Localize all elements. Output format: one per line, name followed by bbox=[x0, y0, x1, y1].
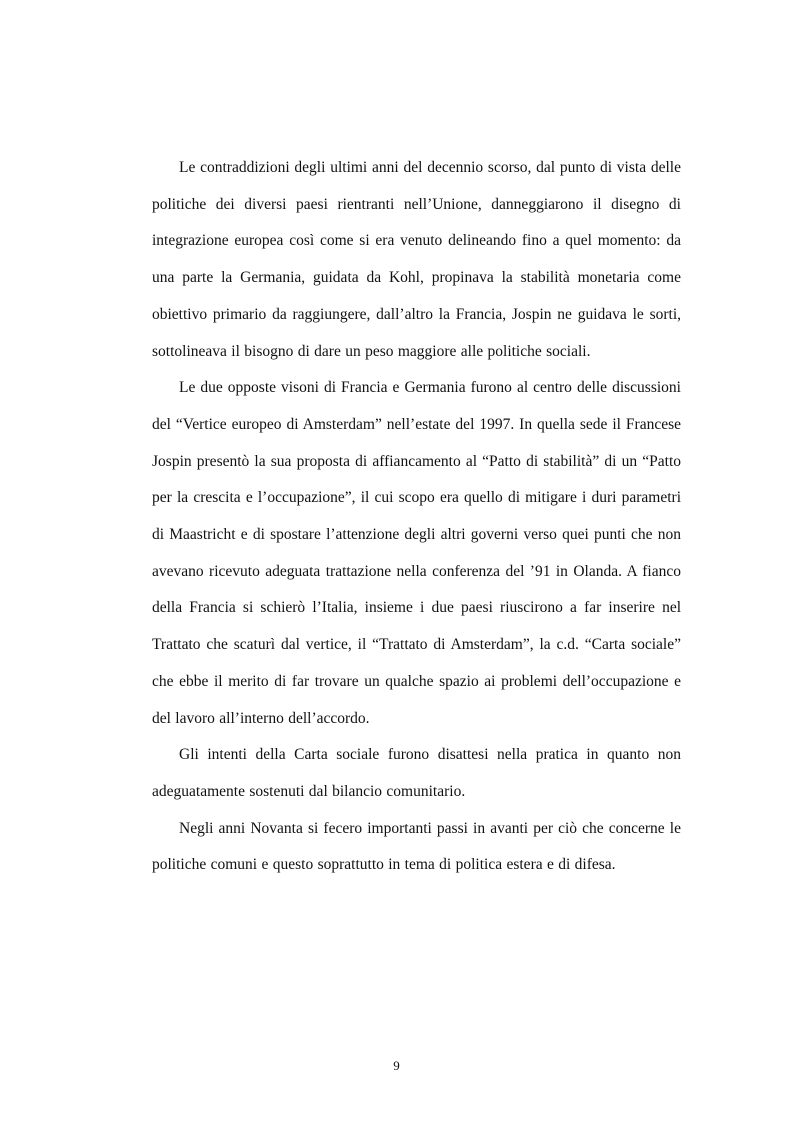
paragraph-3: Gli intenti della Carta sociale furono disattesi nella pratica in quanto non adeguatamente sostenuti dal bilancio comunitario. bbox=[152, 746, 681, 800]
paragraph-2: Le due opposte visoni di Francia e Germania furono al centro delle discussioni del “Vertice europeo di Amsterdam” nell’estate del 1997. In quella sede il Francese Jospin presentò la sua proposta di affiancamento al “Patto di stabilità” di un “Patto per la crescita e l’occupazione”, il cui scopo era quello di mitigare i duri parametri di Maastricht e di spostare l’attenzione degli altri governi verso quei punti che non avevano ricevuto adeguata trattazione nella conferenza del ’91 in Olanda. A fianco della Francia si schierò l’Italia, insieme i due paesi riuscirono a far inserire nel Trattato che scaturì dal vertice, il “Trattato di Amsterdam”, la c.d. “Carta sociale” che ebbe il merito di far trovare un qualche spazio ai problemi dell’occupazione e del lavoro all’interno dell’accordo. bbox=[152, 379, 681, 727]
paragraph-4: Negli anni Novanta si fecero importanti passi in avanti per ciò che concerne le politiche comuni e questo soprattutto in tema di politica estera e di difesa. bbox=[152, 819, 681, 874]
page-number: 9 bbox=[393, 1058, 400, 1073]
paragraph-1: Le contraddizioni degli ultimi anni del decennio scorso, dal punto di vista delle politiche dei diversi paesi rientranti nell’Unione, danneggiarono il disegno di integrazione europea così come si era venuto delineando fino a quel momento: da una parte la Germania, guidata da Kohl, propinava la stabilità monetaria come obiettivo primario da raggiungere, dall’altro la Francia, Jospin ne guidava le sorti, sottolineava il bisogno di dare un peso maggiore alle politiche sociali. bbox=[152, 159, 681, 360]
body-text bbox=[152, 150, 681, 884]
